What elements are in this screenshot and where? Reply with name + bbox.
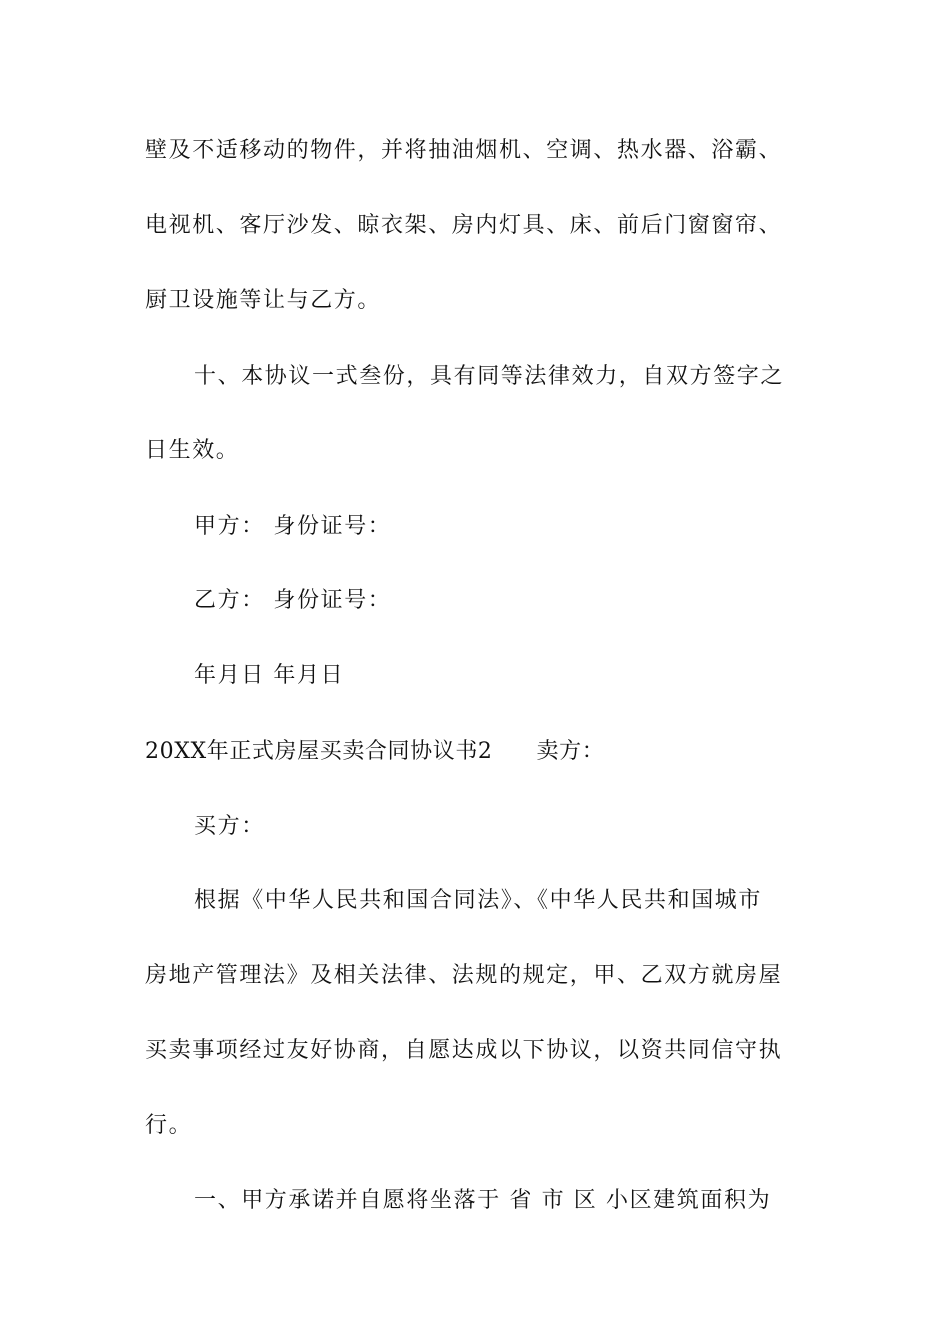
text-line: 一、甲方承诺并自愿将坐落于 省 市 区 小区建筑面积为 (194, 1188, 772, 1213)
text-line: 电视机、客厅沙发、晾衣架、房内灯具、床、前后门窗窗帘、 (145, 213, 783, 238)
contract-title-line (145, 737, 810, 767)
contract-title: 20XX年正式房屋买卖合同协议书2 (145, 739, 493, 764)
buyer-label: 买方： (194, 814, 265, 839)
text-line: 厨卫设施等让与乙方。 (145, 288, 382, 313)
text-line: 日生效。 (145, 438, 240, 463)
text-line: 行。 (145, 1113, 193, 1138)
text-line: 壁及不适移动的物件，并将抽油烟机、空调、热水器、浴霸、 (145, 138, 783, 163)
text-line: 房地产管理法》及相关法律、法规的规定，甲、乙双方就房屋 (145, 963, 783, 988)
date-line: 年月日 年月日 (194, 663, 345, 688)
party-a-signature-line: 甲方： 身份证号： (194, 514, 392, 539)
seller-label: 卖方： (536, 739, 605, 764)
text-line: 买卖事项经过友好协商，自愿达成以下协议，以资共同信守执 (145, 1038, 783, 1063)
party-b-signature-line: 乙方： 身份证号： (194, 588, 392, 613)
text-line: 根据《中华人民共和国合同法》、《中华人民共和国城市 (194, 888, 763, 913)
text-line: 十、本协议一式叁份，具有同等法律效力，自双方签字之 (194, 364, 785, 389)
